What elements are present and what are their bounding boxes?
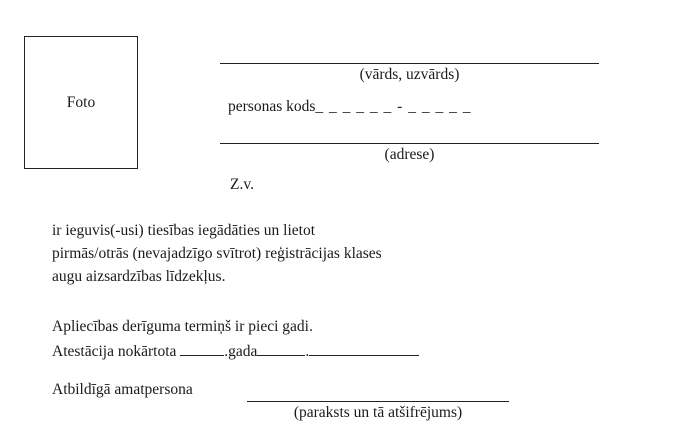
attestation-month-blank <box>257 341 305 356</box>
address-caption: (adrese) <box>384 146 435 163</box>
statement-line-2: pirmās/otrās (nevajadzīgo svītrot) reģistrācijas klases <box>52 245 382 262</box>
attestation-row <box>52 341 419 361</box>
signature-line <box>247 401 509 402</box>
personal-code-blank: _ _ _ _ _ _ - _ _ _ _ _ <box>315 98 472 115</box>
signature-caption: (paraksts un tā atšifrējums) <box>293 404 463 421</box>
personal-code-label: personas kods <box>228 98 316 115</box>
name-line <box>220 63 599 64</box>
name-caption: (vārds, uzvārds) <box>359 66 460 83</box>
statement-line-3: augu aizsardzības līdzekļus. <box>52 268 226 285</box>
statement-line-1: ir ieguvis(-usi) tiesības iegādāties un lietot <box>52 222 316 239</box>
attestation-year-suffix: .gada <box>224 343 258 360</box>
address-line <box>220 143 599 144</box>
validity-line: Apliecības derīguma termiņš ir pieci gadi. <box>52 318 313 335</box>
photo-placeholder <box>24 36 138 169</box>
official-label: Atbildīgā amatpersona <box>52 381 193 398</box>
photo-label: Foto <box>66 93 96 111</box>
attestation-label: Atestācija nokārtota <box>52 343 177 360</box>
attestation-year-blank <box>180 341 224 356</box>
seal-label: Z.v. <box>230 176 254 193</box>
personal-code-row <box>228 98 471 116</box>
attestation-dot: . <box>305 343 310 360</box>
attestation-day-blank <box>309 341 419 356</box>
